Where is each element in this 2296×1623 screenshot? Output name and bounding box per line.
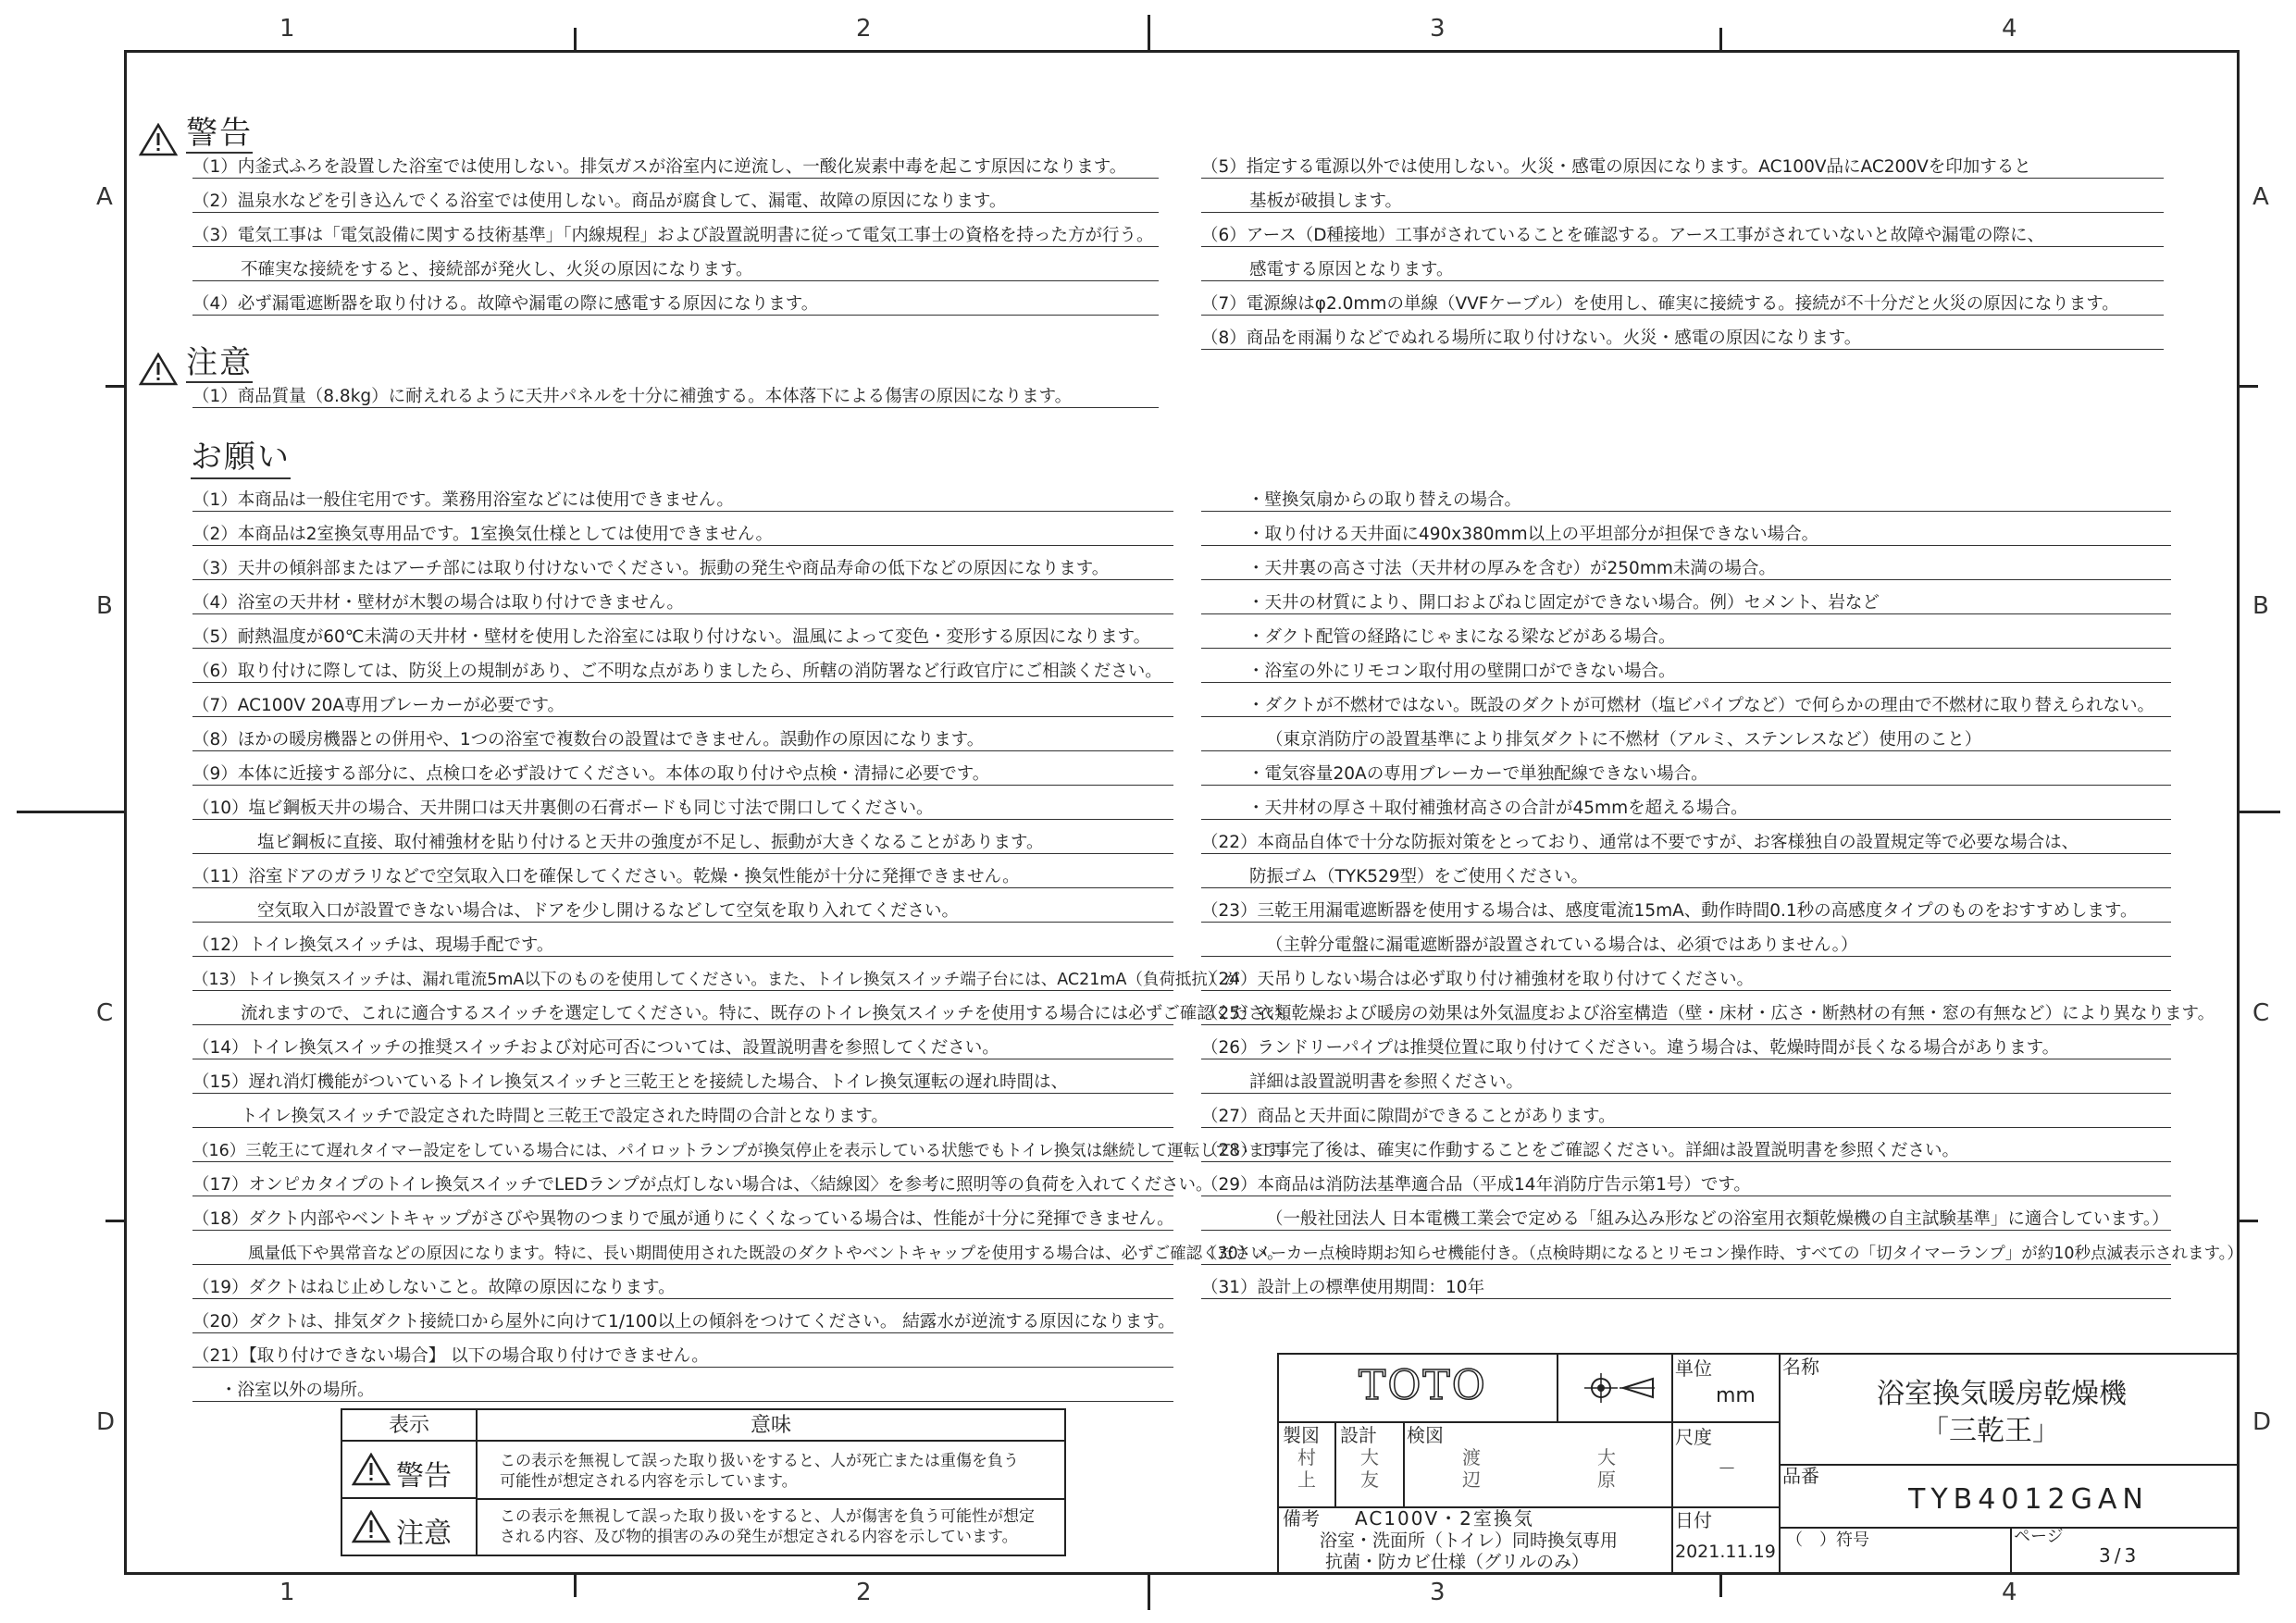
tb-line xyxy=(2010,1527,2012,1575)
grid-tick xyxy=(2240,385,2258,388)
scale-label: 尺度 xyxy=(1675,1426,1712,1448)
grid-col-3-bottom: 3 xyxy=(1430,1579,1446,1606)
warning-line: （5）指定する電源以外では使用しない。火災・感電の原因になります。AC100V品にAC200Vを印加すると xyxy=(1201,157,2164,179)
request-right-line: ・浴室の外にリモコン取付用の壁開口ができない場合。 xyxy=(1201,662,2171,683)
grid-tick xyxy=(2240,1220,2258,1222)
tb-line xyxy=(1779,1527,2238,1529)
request-right-line: ・天井裏の高さ寸法（天井材の厚みを含む）が250mm未満の場合。 xyxy=(1201,559,2171,580)
warning-line: 感電する原因となります。 xyxy=(1201,260,2164,281)
title-block xyxy=(1277,1353,2240,1575)
request-right-line: （28）工事完了後は、確実に作動することをご確認ください。詳細は設置説明書を参照ください。 xyxy=(1201,1141,2171,1162)
grid-tick xyxy=(17,811,124,813)
drafter-1: 村 xyxy=(1297,1446,1316,1468)
grid-tick xyxy=(574,1575,577,1597)
page-label: ページ xyxy=(2014,1527,2064,1546)
request-left-line: 空気取入口が設置できない場合は、ドアを少し開けるなどして空気を取り入れてください。 xyxy=(192,901,1173,923)
note-2: 浴室・洗面所（トイレ）同時換気専用 xyxy=(1320,1530,1619,1551)
date-label: 日付 xyxy=(1675,1509,1712,1531)
page-value: 3/3 xyxy=(2099,1544,2141,1567)
request-left-line: （13）トイレ換気スイッチは、漏れ電流5mA以下のものを使用してください。また、トイレ換気スイッチ端子台には、AC21mA（負荷抵抗）が xyxy=(192,971,1240,989)
caution-title: 注意 xyxy=(186,344,254,381)
grid-col-1-top: 1 xyxy=(279,15,295,43)
warning-line: （4）必ず漏電遮断器を取り付ける。故障や漏電の際に感電する原因になります。 xyxy=(192,294,1159,316)
request-right-line: 詳細は設置説明書を参照ください。 xyxy=(1201,1072,2171,1094)
tb-line xyxy=(1279,1421,1779,1423)
grid-col-3-top: 3 xyxy=(1430,15,1446,43)
tb-line xyxy=(1557,1355,1558,1421)
request-right-line: （東京消防庁の設置基準により排気ダクトに不燃材（アルミ、ステンレスなど）使用のこと） xyxy=(1201,730,2171,751)
request-right-line: （29）本商品は消防法基準適合品（平成14年消防庁告示第1号）です。 xyxy=(1201,1175,2171,1196)
caution-heading xyxy=(139,337,253,386)
legend-caution-cell xyxy=(342,1499,478,1555)
grid-tick xyxy=(1148,1575,1150,1610)
checker-a1: 渡 xyxy=(1462,1446,1481,1468)
warning-heading xyxy=(139,107,253,156)
warning-line: 基板が破損します。 xyxy=(1201,192,2164,213)
request-left-line: （9）本体に近接する部分に、点検口を必ず設けてください。本体の取り付けや点検・清掃に必要です。 xyxy=(192,764,1173,786)
legend-caution-label: 注意 xyxy=(396,1518,452,1550)
request-right-line: （主幹分電盤に漏電遮断器が設置されている場合は、必須ではありません。） xyxy=(1201,935,2171,957)
drafter-2: 上 xyxy=(1297,1468,1316,1491)
tb-line xyxy=(1671,1355,1673,1575)
request-left-line: （7）AC100V 20A専用ブレーカーが必要です。 xyxy=(192,696,1173,717)
part-label: 品番 xyxy=(1782,1465,1819,1487)
grid-row-c-right: C xyxy=(2253,999,2270,1027)
request-left-line: （10）塩ビ鋼板天井の場合、天井開口は天井裏側の石膏ボードも同じ寸法で開口してください。 xyxy=(192,799,1173,820)
warning-line: （6）アース（D種接地）工事がされていることを確認する。アース工事がされていないと故障や漏電の際に、 xyxy=(1201,226,2164,247)
warning-line: （3）電気工事は「電気設備に関する技術基準」「内線規程」および設置説明書に従って電気工事士の資格を持った方が行う。 xyxy=(192,226,1159,247)
legend-divider xyxy=(478,1498,1064,1500)
legend-caution-text-2: される内容、及び物的損害のみの発生が想定される内容を示しています。 xyxy=(500,1528,1018,1546)
request-left-line: （15）遅れ消灯機能がついているトイレ換気スイッチと三乾王とを接続した場合、トイレ換気運転の遅れ時間は、 xyxy=(192,1072,1173,1094)
legend-caution-text-1: この表示を無視して誤った取り扱いをすると、人が傷害を負う可能性が想定 xyxy=(500,1507,1035,1526)
warning-line: （1）内釜式ふろを設置した浴室では使用しない。排気ガスが浴室内に逆流し、一酸化炭素中毒を起こす原因になります。 xyxy=(192,157,1159,179)
tb-line xyxy=(1779,1464,2238,1466)
request-right-line: ・ダクトが不燃材ではない。既設のダクトが可燃材（塩ビパイプなど）で何らかの理由で不燃材に取り替えられない。 xyxy=(1201,696,2171,717)
grid-row-b-right: B xyxy=(2253,592,2269,620)
request-left-line: （14）トイレ換気スイッチの推奨スイッチおよび対応可否については、設置説明書を参照してください。 xyxy=(192,1038,1173,1059)
caution-triangle-icon xyxy=(352,1510,391,1543)
note-3: 抗菌・防カビ仕様（グリルのみ） xyxy=(1325,1552,1590,1572)
grid-row-a-right: A xyxy=(2253,183,2269,211)
grid-tick xyxy=(574,28,577,50)
note-label: 備考 xyxy=(1283,1507,1320,1530)
request-left-line: （21）【取り付けできない場合】 以下の場合取り付けできません。 xyxy=(192,1346,1173,1368)
request-right-line: ・壁換気扇からの取り替えの場合。 xyxy=(1201,490,2171,512)
request-right-line: ・ダクト配管の経路にじゃまになる梁などがある場合。 xyxy=(1201,627,2171,649)
request-left-line: （3）天井の傾斜部またはアーチ部には取り付けないでください。振動の発生や商品寿命の低下などの原因になります。 xyxy=(192,559,1173,580)
legend-head-meaning: 意味 xyxy=(478,1410,1064,1442)
grid-tick xyxy=(105,385,124,388)
warning-title: 警告 xyxy=(186,115,254,152)
grid-tick xyxy=(1719,1575,1722,1597)
designer-2: 友 xyxy=(1360,1468,1379,1491)
request-title: お願い xyxy=(191,439,291,479)
tb-line xyxy=(1671,1506,1779,1508)
request-right-line: 防振ゴム（TYK529型）をご使用ください。 xyxy=(1201,867,2171,888)
request-left-line: 塩ビ鋼板に直接、取付補強材を貼り付けると天井の強度が不足し、振動が大きくなることがあります。 xyxy=(192,833,1173,854)
request-right-line: （27）商品と天井面に隙間ができることがあります。 xyxy=(1201,1107,2171,1128)
note-1: AC100V・2室換気 xyxy=(1355,1507,1534,1530)
toto-logo: TOTO xyxy=(1359,1362,1487,1409)
request-left-line: ・浴室以外の場所。 xyxy=(192,1381,1173,1402)
legend-caution-text xyxy=(500,1506,1035,1547)
request-right-line: （31）設計上の標準使用期間：10年 xyxy=(1201,1278,2171,1299)
request-left-line: （12）トイレ換気スイッチは、現場手配です。 xyxy=(192,935,1173,957)
name-line2: 「三乾王」 xyxy=(1921,1415,2060,1447)
request-right-line: （23）三乾王用漏電遮断器を使用する場合は、感度電流15mA、動作時間0.1秒の高感度タイプのものをおすすめします。 xyxy=(1201,901,2171,923)
draft-label: 製図 xyxy=(1283,1424,1320,1446)
grid-tick xyxy=(1148,15,1150,50)
request-left-line: トイレ換気スイッチで設定された時間と三乾王で設定された時間の合計となります。 xyxy=(192,1107,1173,1128)
grid-col-2-top: 2 xyxy=(856,15,872,43)
grid-col-2-bottom: 2 xyxy=(856,1579,872,1606)
request-left-line: （6）取り付けに際しては、防災上の規制があり、ご不明な点がありましたら、所轄の消防署など行政官庁にご相談ください。 xyxy=(192,662,1173,683)
request-left-line: （2）本商品は2室換気専用品です。1室換気仕様としては使用できません。 xyxy=(192,525,1173,546)
legend-warn-text xyxy=(500,1451,1019,1492)
request-left-line: （20）ダクトは、排気ダクト接続口から屋外に向けて1/100以上の傾斜をつけてください。 結露水が逆流する原因になります。 xyxy=(192,1312,1175,1332)
name-line1: 浴室換気暖房乾燥機 xyxy=(1877,1378,2127,1410)
request-right-line: ・天井材の厚さ＋取付補強材高さの合計が45mmを超える場合。 xyxy=(1201,799,2171,820)
request-left-line: （19）ダクトはねじ止めしないこと。故障の原因になります。 xyxy=(192,1278,1173,1299)
request-right-line: ・天井の材質により、開口およびねじ固定ができない場合。例）セメント、岩など xyxy=(1201,593,2171,614)
grid-tick xyxy=(105,1220,124,1222)
legend-head-display: 表示 xyxy=(342,1410,478,1442)
caution-triangle-icon xyxy=(139,353,178,386)
request-left-line: （4）浴室の天井材・壁材が木製の場合は取り付けできません。 xyxy=(192,593,1173,614)
request-right-line: （22）本商品自体で十分な防振対策をとっており、通常は不要ですが、お客様独自の設置規定等で必要な場合は、 xyxy=(1201,833,2171,854)
projection-symbol-icon xyxy=(1582,1371,1657,1405)
legend-warn-label: 警告 xyxy=(396,1460,452,1493)
legend-warn-text-1: この表示を無視して誤った取り扱いをすると、人が死亡または重傷を負う xyxy=(500,1452,1019,1470)
request-left-line: 流れますので、これに適合するスイッチを選定してください。特に、既存のトイレ換気スイッチを使用する場合には必ずご確認ください。 xyxy=(192,1004,1173,1025)
warning-triangle-icon xyxy=(352,1453,391,1486)
legend-table xyxy=(341,1408,1066,1556)
request-left-line: （5）耐熱温度が60℃未満の天井材・壁材を使用した浴室には取り付けない。温風によって変色・変形する原因になります。 xyxy=(192,627,1173,649)
request-left-line: 風量低下や異常音などの原因になります。特に、長い期間使用された既設のダクトやベントキャップを使用する場合は、必ずご確認ください。 xyxy=(192,1244,1173,1265)
request-right-line: （26）ランドリーパイプは推奨位置に取り付けてください。違う場合は、乾燥時間が長くなる場合があります。 xyxy=(1201,1038,2171,1059)
warning-line: 不確実な接続をすると、接続部が発火し、火災の原因になります。 xyxy=(192,260,1159,281)
scale-value: － xyxy=(1718,1457,1736,1480)
grid-row-a-left: A xyxy=(96,183,113,211)
warning-triangle-icon xyxy=(139,123,178,156)
part-value: TYB4012GAN xyxy=(1908,1483,2149,1516)
tb-line xyxy=(1334,1421,1336,1506)
unit-label: 単位 xyxy=(1675,1357,1712,1380)
checker-a2: 辺 xyxy=(1462,1468,1481,1491)
request-left-line: （16）三乾王にて遅れタイマー設定をしている場合には、パイロットランプが換気停止を表示している状態でもトイレ換気は継続して運転しています。 xyxy=(192,1142,1296,1160)
grid-row-d-left: D xyxy=(96,1408,116,1436)
designer-1: 大 xyxy=(1360,1446,1379,1468)
request-right-line: ・取り付ける天井面に490x380mm以上の平坦部分が担保できない場合。 xyxy=(1201,525,2171,546)
symbol-label: （ ）符号 xyxy=(1786,1530,1869,1550)
request-right-line: （30）メーカー点検時期お知らせ機能付き。（点検時期になるとリモコン操作時、すべての「切タイマーランプ」が約10秒点滅表示されます。） xyxy=(1201,1245,2243,1263)
request-left-line: （1）本商品は一般住宅用です。業務用浴室などには使用できません。 xyxy=(192,490,1173,512)
grid-tick xyxy=(1719,28,1722,50)
checker-b2: 原 xyxy=(1597,1468,1616,1491)
grid-col-4-top: 4 xyxy=(2002,15,2017,43)
request-right-line: （24）天吊りしない場合は必ず取り付け補強材を取り付けてください。 xyxy=(1201,970,2171,991)
request-right-line: ・電気容量20Aの専用ブレーカーで単独配線できない場合。 xyxy=(1201,764,2171,786)
grid-tick xyxy=(2240,811,2280,813)
name-label: 名称 xyxy=(1782,1356,1819,1378)
request-right-line: （一般社団法人 日本電機工業会で定める「組み込み形などの浴室用衣類乾燥機の自主試験基準」に適合しています。） xyxy=(1201,1209,2171,1231)
checker-b1: 大 xyxy=(1597,1446,1616,1468)
warning-line: （2）温泉水などを引き込んでくる浴室では使用しない。商品が腐食して、漏電、故障の原因になります。 xyxy=(192,192,1159,213)
warning-line: （7）電源線はφ2.0mmの単線（VVFケーブル）を使用し、確実に接続する。接続が不十分だと火災の原因になります。 xyxy=(1201,294,2164,316)
unit-value: mm xyxy=(1716,1384,1756,1407)
legend-warn-cell xyxy=(342,1442,478,1499)
request-left-line: （8）ほかの暖房機器との併用や、1つの浴室で複数台の設置はできません。誤動作の原因になります。 xyxy=(192,730,1173,751)
request-left-line: （17）オンピカタイプのトイレ換気スイッチでLEDランプが点灯しない場合は、〈結線図〉を参考に照明等の負荷を入れてください。 xyxy=(192,1175,1213,1195)
grid-col-1-bottom: 1 xyxy=(279,1579,295,1606)
request-left-line: （18）ダクト内部やベントキャップがさびや異物のつまりで風が通りにくくなっている場合は、性能が十分に発揮できません。 xyxy=(192,1209,1174,1229)
grid-row-c-left: C xyxy=(96,999,114,1027)
date-value: 2021.11.19 xyxy=(1675,1542,1776,1562)
grid-row-d-right: D xyxy=(2253,1408,2272,1436)
check-label: 検図 xyxy=(1407,1424,1444,1446)
legend-warn-text-2: 可能性が想定される内容を示しています。 xyxy=(500,1472,798,1491)
request-left-line: （11）浴室ドアのガラリなどで空気取入口を確保してください。乾燥・換気性能が十分に発揮できません。 xyxy=(192,867,1173,888)
grid-row-b-left: B xyxy=(96,592,113,620)
warning-line: （8）商品を雨漏りなどでぬれる場所に取り付けない。火災・感電の原因になります。 xyxy=(1201,328,2164,350)
design-label: 設計 xyxy=(1340,1424,1377,1446)
grid-col-4-bottom: 4 xyxy=(2002,1579,2017,1606)
request-right-line: （25）衣類乾燥および暖房の効果は外気温度および浴室構造（壁・床材・広さ・断熱材の有無・窓の有無など）により異なります。 xyxy=(1201,1004,2215,1023)
caution-line: （1）商品質量（8.8kg）に耐えれるように天井パネルを十分に補強する。本体落下による傷害の原因になります。 xyxy=(192,387,1159,408)
tb-line xyxy=(1403,1421,1405,1506)
